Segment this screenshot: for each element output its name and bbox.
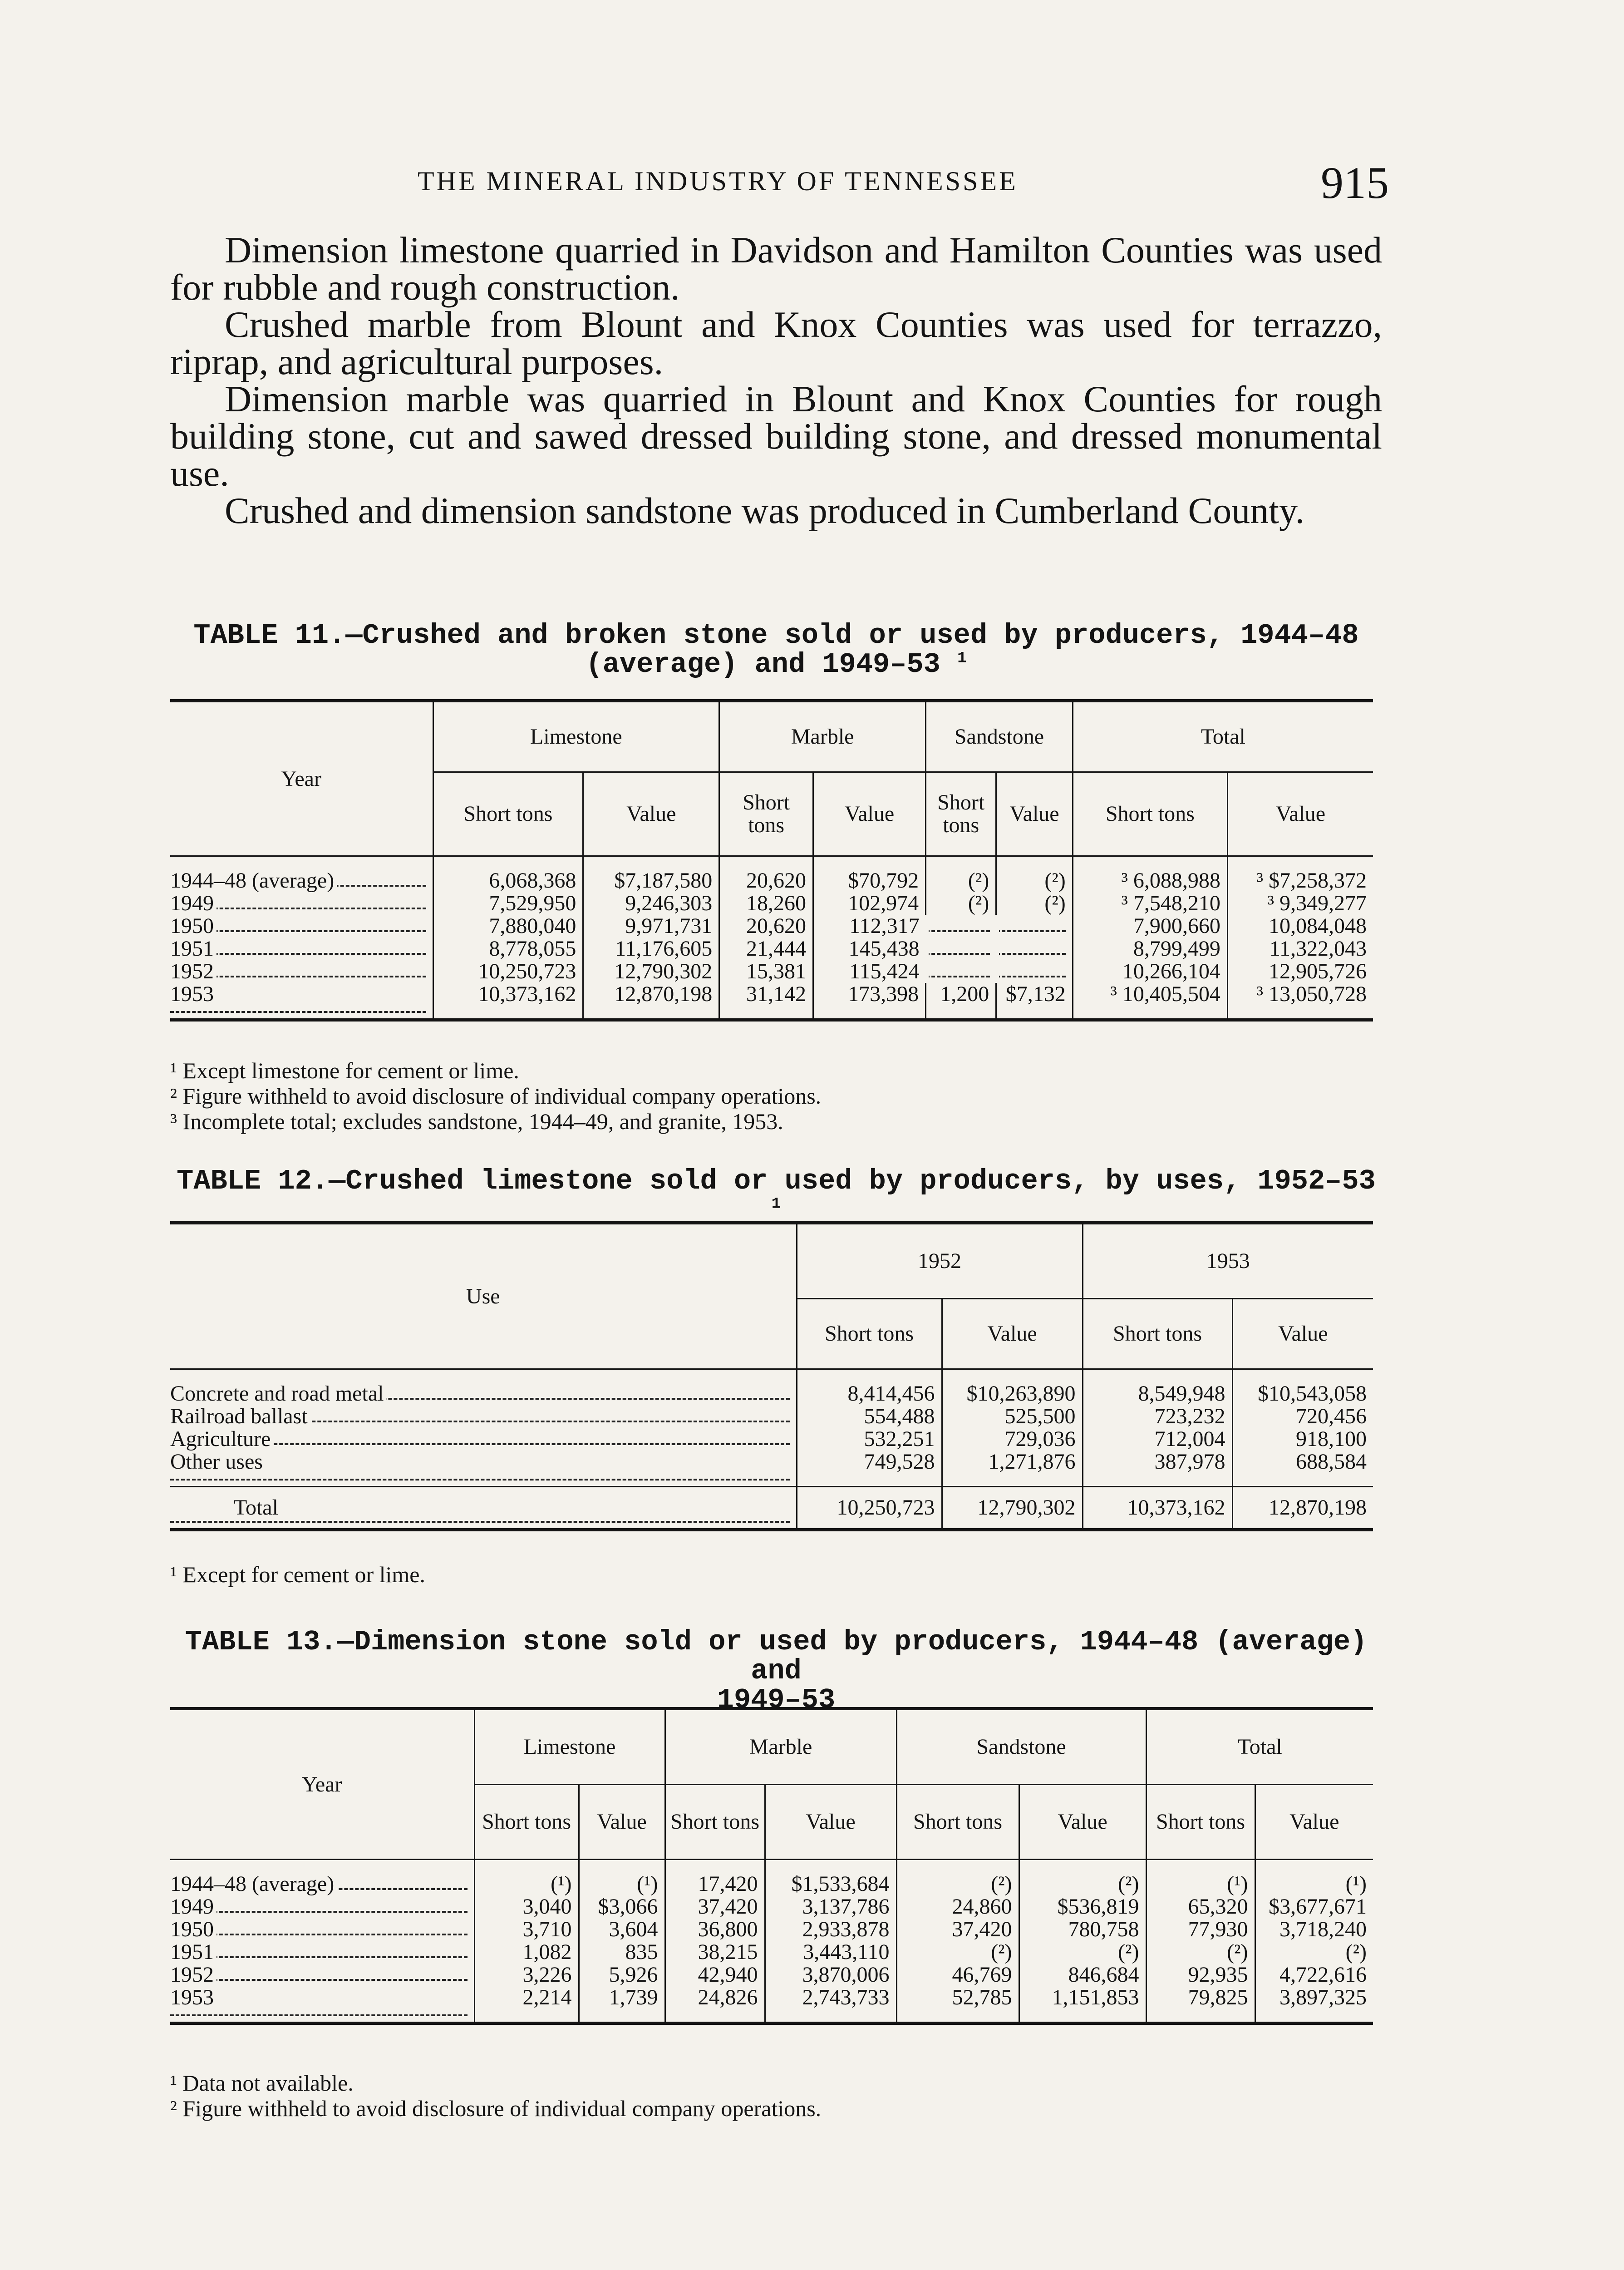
footnote: ¹ Data not available.: [170, 2070, 354, 2096]
table12-caption: TABLE 12.—Crushed limestone sold or used by producers, by uses, 1952–53 $^1$: [177, 1165, 1376, 1213]
table13-caption-line1: TABLE 13.—Dimension stone sold or used by producers, 1944–48 (average) and: [185, 1626, 1368, 1687]
table-cell: 42,940: [665, 1964, 765, 1986]
table-cell: 12,870,198: [1232, 1487, 1373, 1530]
table-cell: 1,200: [926, 983, 996, 1020]
table-row: [170, 1428, 1373, 1451]
table11-subheader: Value: [813, 772, 925, 856]
row-label: Railroad ballast: [170, 1405, 797, 1428]
footnote: ¹ Except limestone for cement or lime.: [170, 1058, 519, 1083]
dash-leader: [996, 938, 1073, 960]
table13-subheader: Value: [765, 1785, 896, 1860]
table11-group-header: Total: [1073, 701, 1373, 772]
table-cell: 3,870,006: [765, 1964, 896, 1986]
table-cell: $1,533,684: [765, 1860, 896, 1896]
paragraph: Crushed and dimension sandstone was produced in Cumberland County.: [225, 490, 1305, 531]
table-cell: 2,743,733: [765, 1986, 896, 2023]
table-cell: (¹): [474, 1860, 579, 1896]
page-header: [418, 157, 1389, 207]
table13-subheader: Short tons: [896, 1785, 1019, 1860]
table-cell: ³ 10,405,504: [1073, 983, 1227, 1020]
table-cell: 18,260: [719, 892, 813, 915]
table-cell: ³ 9,349,277: [1227, 892, 1373, 915]
body-text: [170, 229, 1382, 531]
table-cell: 12,870,198: [583, 983, 719, 1020]
table-cell: 24,826: [665, 1986, 765, 2023]
table-cell: 11,322,043: [1227, 938, 1373, 960]
table-row: [170, 983, 1373, 1020]
row-label: Other uses: [170, 1451, 797, 1487]
table-cell: 1,151,853: [1019, 1986, 1146, 2023]
dash-leader: [926, 938, 996, 960]
table-cell: $7,187,580: [583, 856, 719, 893]
table-cell: 38,215: [665, 1941, 765, 1964]
table-cell: 9,246,303: [583, 892, 719, 915]
row-label: Concrete and road metal: [170, 1369, 797, 1406]
row-label: 1951: [170, 938, 433, 960]
table-cell: 31,142: [719, 983, 813, 1020]
table-cell: 720,456: [1232, 1405, 1373, 1428]
table13-group-header: Sandstone: [896, 1709, 1146, 1785]
table-cell: 8,549,948: [1083, 1369, 1232, 1406]
paragraph: Dimension marble was quarried in Blount and Knox Counties for rough building stone, cut and sawed dressed building stone, and dressed monumental use.: [170, 378, 1382, 494]
table-cell: 46,769: [896, 1964, 1019, 1986]
running-title: THE MINERAL INDUSTRY OF TENNESSEE: [418, 166, 1018, 196]
table12-use-header: Use: [170, 1223, 797, 1369]
table-cell: $3,066: [579, 1895, 665, 1918]
table-cell: 37,420: [665, 1895, 765, 1918]
table11-group-header: Marble: [719, 701, 926, 772]
table13-group-header: Limestone: [474, 1709, 665, 1785]
table-cell: 112,317: [813, 915, 925, 938]
table13-caption-line2: 1949–53: [717, 1684, 836, 1716]
table13-subheader: Value: [1255, 1785, 1373, 1860]
table-cell: 52,785: [896, 1986, 1019, 2023]
table-cell: 3,710: [474, 1918, 579, 1941]
table-cell: 7,529,950: [433, 892, 583, 915]
table-cell: $70,792: [813, 856, 925, 893]
table-cell: 723,232: [1083, 1405, 1232, 1428]
table-cell: 79,825: [1146, 1986, 1255, 2023]
table-cell: 1,082: [474, 1941, 579, 1964]
table-cell: ³ $7,258,372: [1227, 856, 1373, 893]
table-cell: 532,251: [797, 1428, 942, 1451]
table-cell: 10,373,162: [433, 983, 583, 1020]
table-cell: 10,250,723: [433, 960, 583, 983]
table13-year-header: Year: [170, 1709, 474, 1860]
table-cell: 835: [579, 1941, 665, 1964]
table-cell: 3,897,325: [1255, 1986, 1373, 2023]
table-cell: (²): [926, 892, 996, 915]
table-cell: $536,819: [1019, 1895, 1146, 1918]
table-cell: 8,414,456: [797, 1369, 942, 1406]
row-label: Total: [170, 1487, 797, 1530]
table12-year-header: 1953: [1083, 1223, 1373, 1299]
table-cell: 4,722,616: [1255, 1964, 1373, 1986]
table13-subheader: Value: [1019, 1785, 1146, 1860]
row-label: 1944–48 (average): [170, 1860, 474, 1896]
table11-group-header: Sandstone: [926, 701, 1073, 772]
table-cell: 10,373,162: [1083, 1487, 1232, 1530]
table-cell: 387,978: [1083, 1451, 1232, 1487]
table-cell: 8,799,499: [1073, 938, 1227, 960]
table-cell: 3,137,786: [765, 1895, 896, 1918]
row-label: 1949: [170, 1895, 474, 1918]
table-cell: (²): [996, 892, 1073, 915]
table-row: [170, 915, 1373, 938]
table-cell: ³ 13,050,728: [1227, 983, 1373, 1020]
table11-subheader: Short tons: [926, 772, 996, 856]
table12-year-header: 1952: [797, 1223, 1083, 1299]
table-cell: 3,040: [474, 1895, 579, 1918]
footnote: ² Figure withheld to avoid disclosure of individual company operations.: [170, 1083, 822, 1109]
row-label: 1950: [170, 1918, 474, 1941]
table-cell: 115,424: [813, 960, 925, 983]
table-row: [170, 960, 1373, 983]
table13-subheader: Short tons: [665, 1785, 765, 1860]
table13-subheader: Short tons: [1146, 1785, 1255, 1860]
dash-leader: [926, 915, 996, 938]
table-cell: $10,543,058: [1232, 1369, 1373, 1406]
table13-footnotes: [170, 2070, 1373, 2121]
table-cell: (²): [926, 856, 996, 893]
table-cell: ³ 6,088,988: [1073, 856, 1227, 893]
page-number: 915: [1321, 158, 1389, 208]
table-cell: $3,677,671: [1255, 1895, 1373, 1918]
table11-subheader: Short tons: [433, 772, 583, 856]
table-cell: 1,271,876: [942, 1451, 1083, 1487]
table-cell: 65,320: [1146, 1895, 1255, 1918]
table11-subheader: Value: [1227, 772, 1373, 856]
table-cell: 17,420: [665, 1860, 765, 1896]
table-cell: 5,926: [579, 1964, 665, 1986]
footnote: ¹ Except for cement or lime.: [170, 1562, 425, 1587]
table11-caption-line2: (average) and 1949–53 $^1$: [586, 648, 967, 681]
table-cell: 6,068,368: [433, 856, 583, 893]
table-row: [170, 938, 1373, 960]
row-label: 1953: [170, 1986, 474, 2023]
table-cell: 145,438: [813, 938, 925, 960]
table-row: [170, 1451, 1373, 1487]
table-row: [170, 1964, 1373, 1986]
table12-footnotes: [170, 1562, 1373, 1587]
table-cell: (²): [996, 856, 1073, 893]
table-cell: 7,900,660: [1073, 915, 1227, 938]
table-cell: 3,718,240: [1255, 1918, 1373, 1941]
table-cell: 37,420: [896, 1918, 1019, 1941]
table-cell: 12,905,726: [1227, 960, 1373, 983]
table-cell: 712,004: [1083, 1428, 1232, 1451]
table-cell: 525,500: [942, 1405, 1083, 1428]
table-cell: 554,488: [797, 1405, 942, 1428]
row-label: 1952: [170, 960, 433, 983]
table-row: [170, 1941, 1373, 1964]
table-cell: (²): [1255, 1941, 1373, 1964]
table-row: [170, 892, 1373, 915]
table11-caption-line1: TABLE 11.—Crushed and broken stone sold or used by producers, 1944–48: [193, 619, 1359, 651]
table13-subheader: Value: [579, 1785, 665, 1860]
table-cell: $7,132: [996, 983, 1073, 1020]
table-cell: 102,974: [813, 892, 925, 915]
table-cell: 3,226: [474, 1964, 579, 1986]
table-cell: 780,758: [1019, 1918, 1146, 1941]
table-row: [170, 856, 1373, 893]
table-cell: (¹): [1146, 1860, 1255, 1896]
table11: [170, 699, 1373, 1022]
paragraph: Dimension limestone quarried in Davidson and Hamilton Counties was used for rubble and rough construction.: [170, 229, 1382, 308]
table-row: [170, 1918, 1373, 1941]
table-cell: 10,266,104: [1073, 960, 1227, 983]
table12-subheader: Short tons: [797, 1299, 942, 1369]
table12-subheader: Value: [942, 1299, 1083, 1369]
table-cell: 77,930: [1146, 1918, 1255, 1941]
table-cell: 10,250,723: [797, 1487, 942, 1530]
table-cell: (¹): [579, 1860, 665, 1896]
table13: [170, 1707, 1373, 2025]
table-cell: 2,214: [474, 1986, 579, 2023]
table-cell: 20,620: [719, 915, 813, 938]
dash-leader: [996, 960, 1073, 983]
table-cell: 173,398: [813, 983, 925, 1020]
footnote: ² Figure withheld to avoid disclosure of individual company operations.: [170, 2096, 822, 2121]
row-label: 1953: [170, 983, 433, 1020]
table-cell: 688,584: [1232, 1451, 1373, 1487]
table-cell: (²): [1019, 1860, 1146, 1896]
dash-leader: [926, 960, 996, 983]
table12-subheader: Short tons: [1083, 1299, 1232, 1369]
table-cell: ³ 7,548,210: [1073, 892, 1227, 915]
table-row: [170, 1405, 1373, 1428]
table13-group-header: Total: [1146, 1709, 1373, 1785]
table11-subheader: Value: [583, 772, 719, 856]
table11-subheader: Short tons: [1073, 772, 1227, 856]
table-cell: (²): [896, 1860, 1019, 1896]
table-cell: 8,778,055: [433, 938, 583, 960]
table11-footnotes: [170, 1058, 1373, 1134]
table-cell: 36,800: [665, 1918, 765, 1941]
row-label: 1952: [170, 1964, 474, 1986]
table-cell: (²): [1146, 1941, 1255, 1964]
table-cell: 3,443,110: [765, 1941, 896, 1964]
table11-caption: [170, 621, 1382, 679]
table-cell: (²): [1019, 1941, 1146, 1964]
table13-group-header: Marble: [665, 1709, 896, 1785]
table-row: [170, 1986, 1373, 2023]
table-cell: (²): [896, 1941, 1019, 1964]
table-row: [170, 1895, 1373, 1918]
table12-subheader: Value: [1232, 1299, 1373, 1369]
table-cell: 15,381: [719, 960, 813, 983]
table-cell: 846,684: [1019, 1964, 1146, 1986]
table-cell: 11,176,605: [583, 938, 719, 960]
table-cell: 918,100: [1232, 1428, 1373, 1451]
table-cell: 12,790,302: [942, 1487, 1083, 1530]
table-cell: 2,933,878: [765, 1918, 896, 1941]
table-cell: 7,880,040: [433, 915, 583, 938]
table11-subheader: Short tons: [719, 772, 813, 856]
table13-caption: [170, 1628, 1382, 1715]
table-cell: 729,036: [942, 1428, 1083, 1451]
table-row: [170, 1369, 1373, 1406]
table-cell: 24,860: [896, 1895, 1019, 1918]
table-cell: (¹): [1255, 1860, 1373, 1896]
table-cell: 20,620: [719, 856, 813, 893]
table-cell: 12,790,302: [583, 960, 719, 983]
table12-caption-footnote-ref: 1: [771, 1195, 781, 1213]
footnote: ³ Incomplete total; excludes sandstone, 1944–49, and granite, 1953.: [170, 1109, 783, 1134]
table-cell: $10,263,890: [942, 1369, 1083, 1406]
table11-group-header: Limestone: [433, 701, 719, 772]
table-row: [170, 1860, 1373, 1896]
table-cell: 92,935: [1146, 1964, 1255, 1986]
table-total-row: [170, 1487, 1373, 1530]
table-cell: 21,444: [719, 938, 813, 960]
table12: [170, 1221, 1373, 1531]
table11-subheader: Value: [996, 772, 1073, 856]
paragraph: Crushed marble from Blount and Knox Counties was used for terrazzo, riprap, and agricultural purposes.: [170, 304, 1382, 382]
table-cell: 1,739: [579, 1986, 665, 2023]
table-cell: 749,528: [797, 1451, 942, 1487]
row-label: 1950: [170, 915, 433, 938]
table11-caption-footnote-ref: 1: [957, 650, 967, 667]
table-cell: 10,084,048: [1227, 915, 1373, 938]
row-label: Agriculture: [170, 1428, 797, 1451]
row-label: 1949: [170, 892, 433, 915]
table-cell: 3,604: [579, 1918, 665, 1941]
table-cell: 9,971,731: [583, 915, 719, 938]
table13-subheader: Short tons: [474, 1785, 579, 1860]
row-label: 1944–48 (average): [170, 856, 433, 893]
row-label: 1951: [170, 1941, 474, 1964]
dash-leader: [996, 915, 1073, 938]
table11-year-header: Year: [170, 701, 433, 856]
